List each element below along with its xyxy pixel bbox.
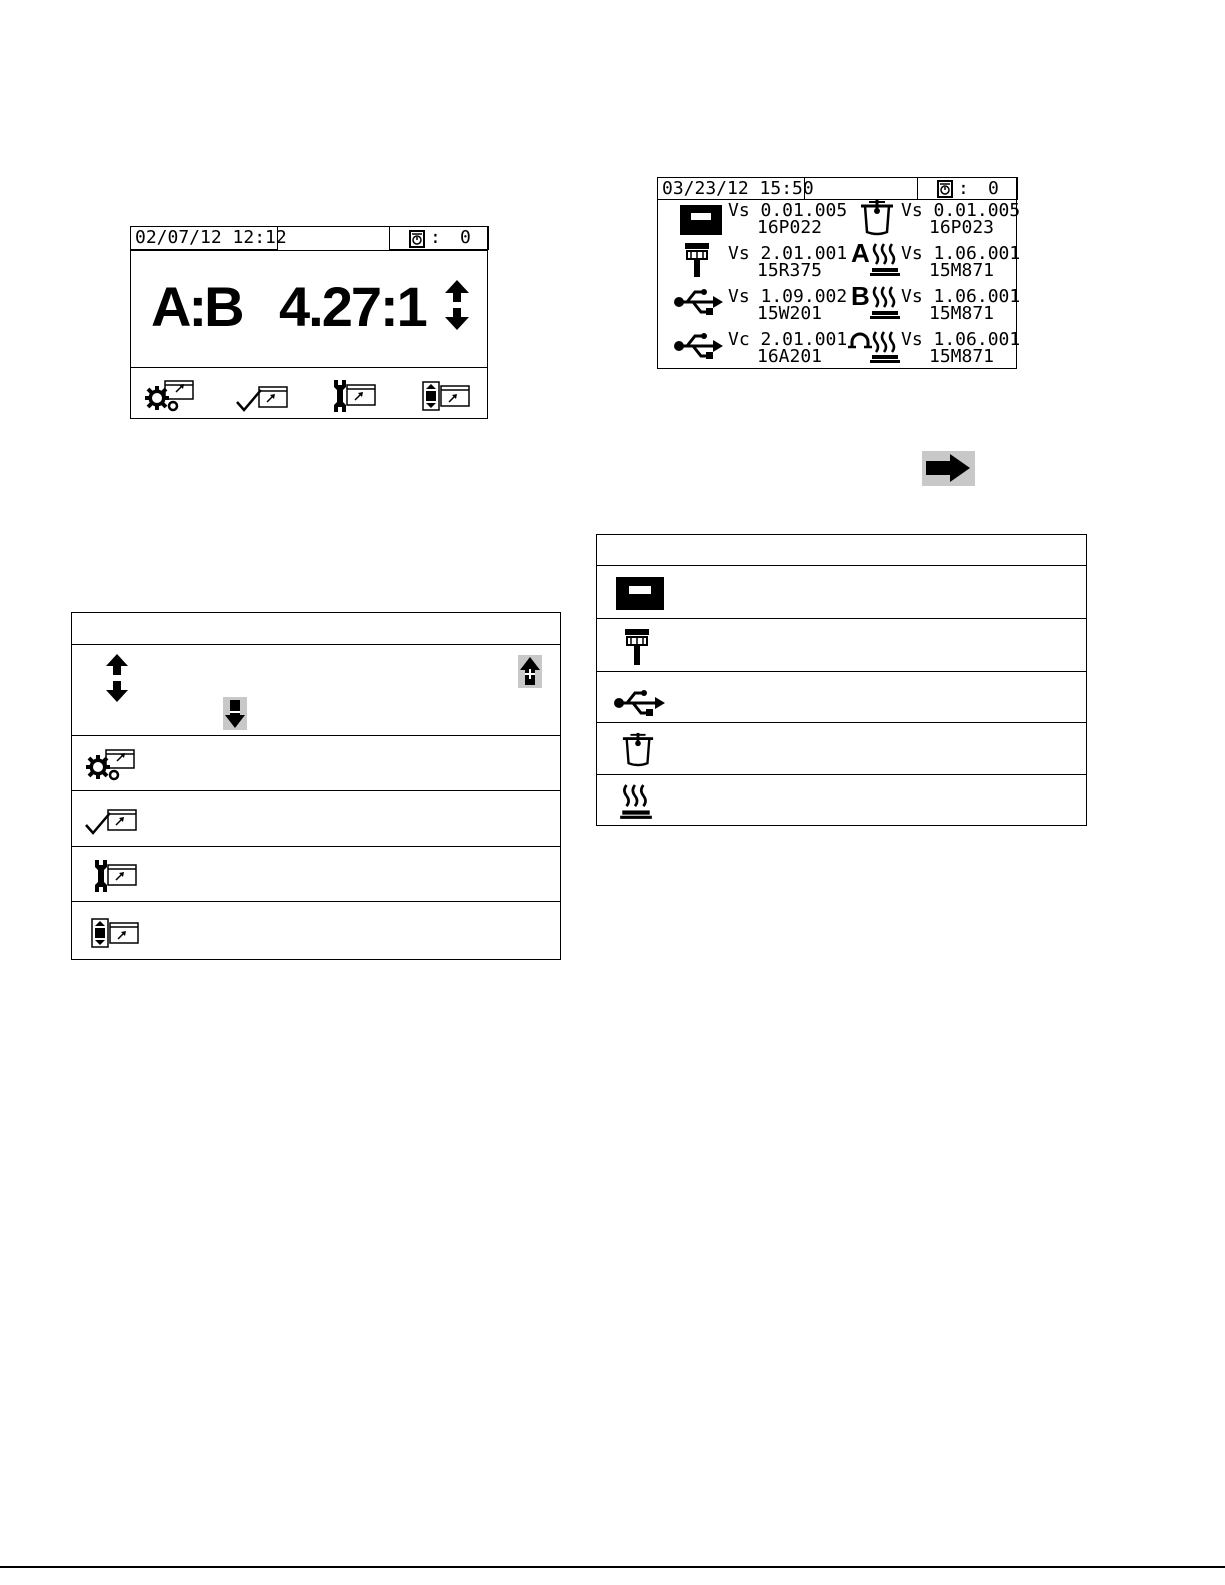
timer-icon <box>408 230 426 248</box>
gun-icon <box>623 629 651 667</box>
tank-icon <box>859 198 895 236</box>
version-text: Vs 2.01.001 <box>728 243 848 264</box>
heater-icon <box>620 783 652 821</box>
version-text: Vs 0.01.005 <box>728 200 848 221</box>
check-softkey[interactable] <box>235 378 291 414</box>
counter-value: 0 <box>988 178 999 199</box>
datetime-box <box>657 177 814 200</box>
version-text: Vs 1.06.001 <box>901 243 1021 264</box>
display-module-icon <box>616 577 664 610</box>
page-bottom-rule <box>0 1566 1225 1568</box>
datetime: 03/23/12 15:50 <box>662 178 814 199</box>
gun-icon <box>683 243 711 279</box>
check-screen-icon <box>235 378 291 414</box>
check-screen-icon <box>84 803 140 839</box>
module-icon-table <box>596 534 1087 826</box>
up-plus-key-icon <box>518 655 542 688</box>
timer-icon <box>936 180 954 198</box>
scroll-softkey[interactable] <box>421 378 477 414</box>
ratio-value: 4.27:1 <box>279 275 426 338</box>
tank-icon <box>621 730 655 768</box>
part-number: 16P022 <box>757 217 823 238</box>
right-arrow-key-icon[interactable] <box>922 451 975 486</box>
heater-b-icon <box>870 285 900 321</box>
part-number: 16P023 <box>929 217 995 238</box>
counter-box: : 0 <box>389 226 489 250</box>
run-screen <box>130 226 488 419</box>
maintenance-softkey[interactable] <box>331 378 387 414</box>
display-module-icon <box>680 205 722 235</box>
part-number: 15M871 <box>929 346 995 367</box>
heater-a-letter: A <box>851 238 870 268</box>
version-text: Vs 1.06.001 <box>901 286 1021 307</box>
version-screen <box>657 177 1021 369</box>
usb-icon <box>673 289 723 315</box>
hose-heater-icon <box>848 328 900 364</box>
setup-gear-icon <box>84 747 140 783</box>
up-down-arrows-icon[interactable] <box>444 280 470 330</box>
up-down-arrows-icon <box>104 654 130 702</box>
version-text: Vs 1.09.002 <box>728 286 848 307</box>
usb-icon <box>613 690 665 716</box>
version-text: Vs 1.06.001 <box>901 329 1021 350</box>
down-minus-key-icon <box>223 697 247 730</box>
heater-b-letter: B <box>851 281 870 311</box>
maintenance-wrench-icon <box>92 858 148 894</box>
softkey-table <box>71 612 561 960</box>
heater-a-icon <box>870 242 900 278</box>
version-text: Vs 0.01.005 <box>901 200 1021 221</box>
setup-gear-icon <box>143 378 199 414</box>
scroll-screen-icon <box>421 378 477 414</box>
datetime: 02/07/12 12:12 <box>135 227 287 248</box>
part-number: 15M871 <box>929 303 995 324</box>
version-text: Vc 2.01.001 <box>728 329 848 350</box>
part-number: 15R375 <box>757 260 823 281</box>
part-number: 15W201 <box>757 303 823 324</box>
setup-softkey[interactable] <box>143 378 199 414</box>
counter-box: : 0 <box>917 177 1018 200</box>
part-number: 15M871 <box>929 260 995 281</box>
maintenance-wrench-icon <box>331 378 387 414</box>
datetime-box <box>130 226 287 250</box>
part-number: 16A201 <box>757 346 823 367</box>
counter-value: 0 <box>460 227 471 248</box>
usb-icon <box>673 333 723 359</box>
ratio-label: A:B <box>151 275 242 338</box>
scroll-screen-icon <box>90 915 146 951</box>
